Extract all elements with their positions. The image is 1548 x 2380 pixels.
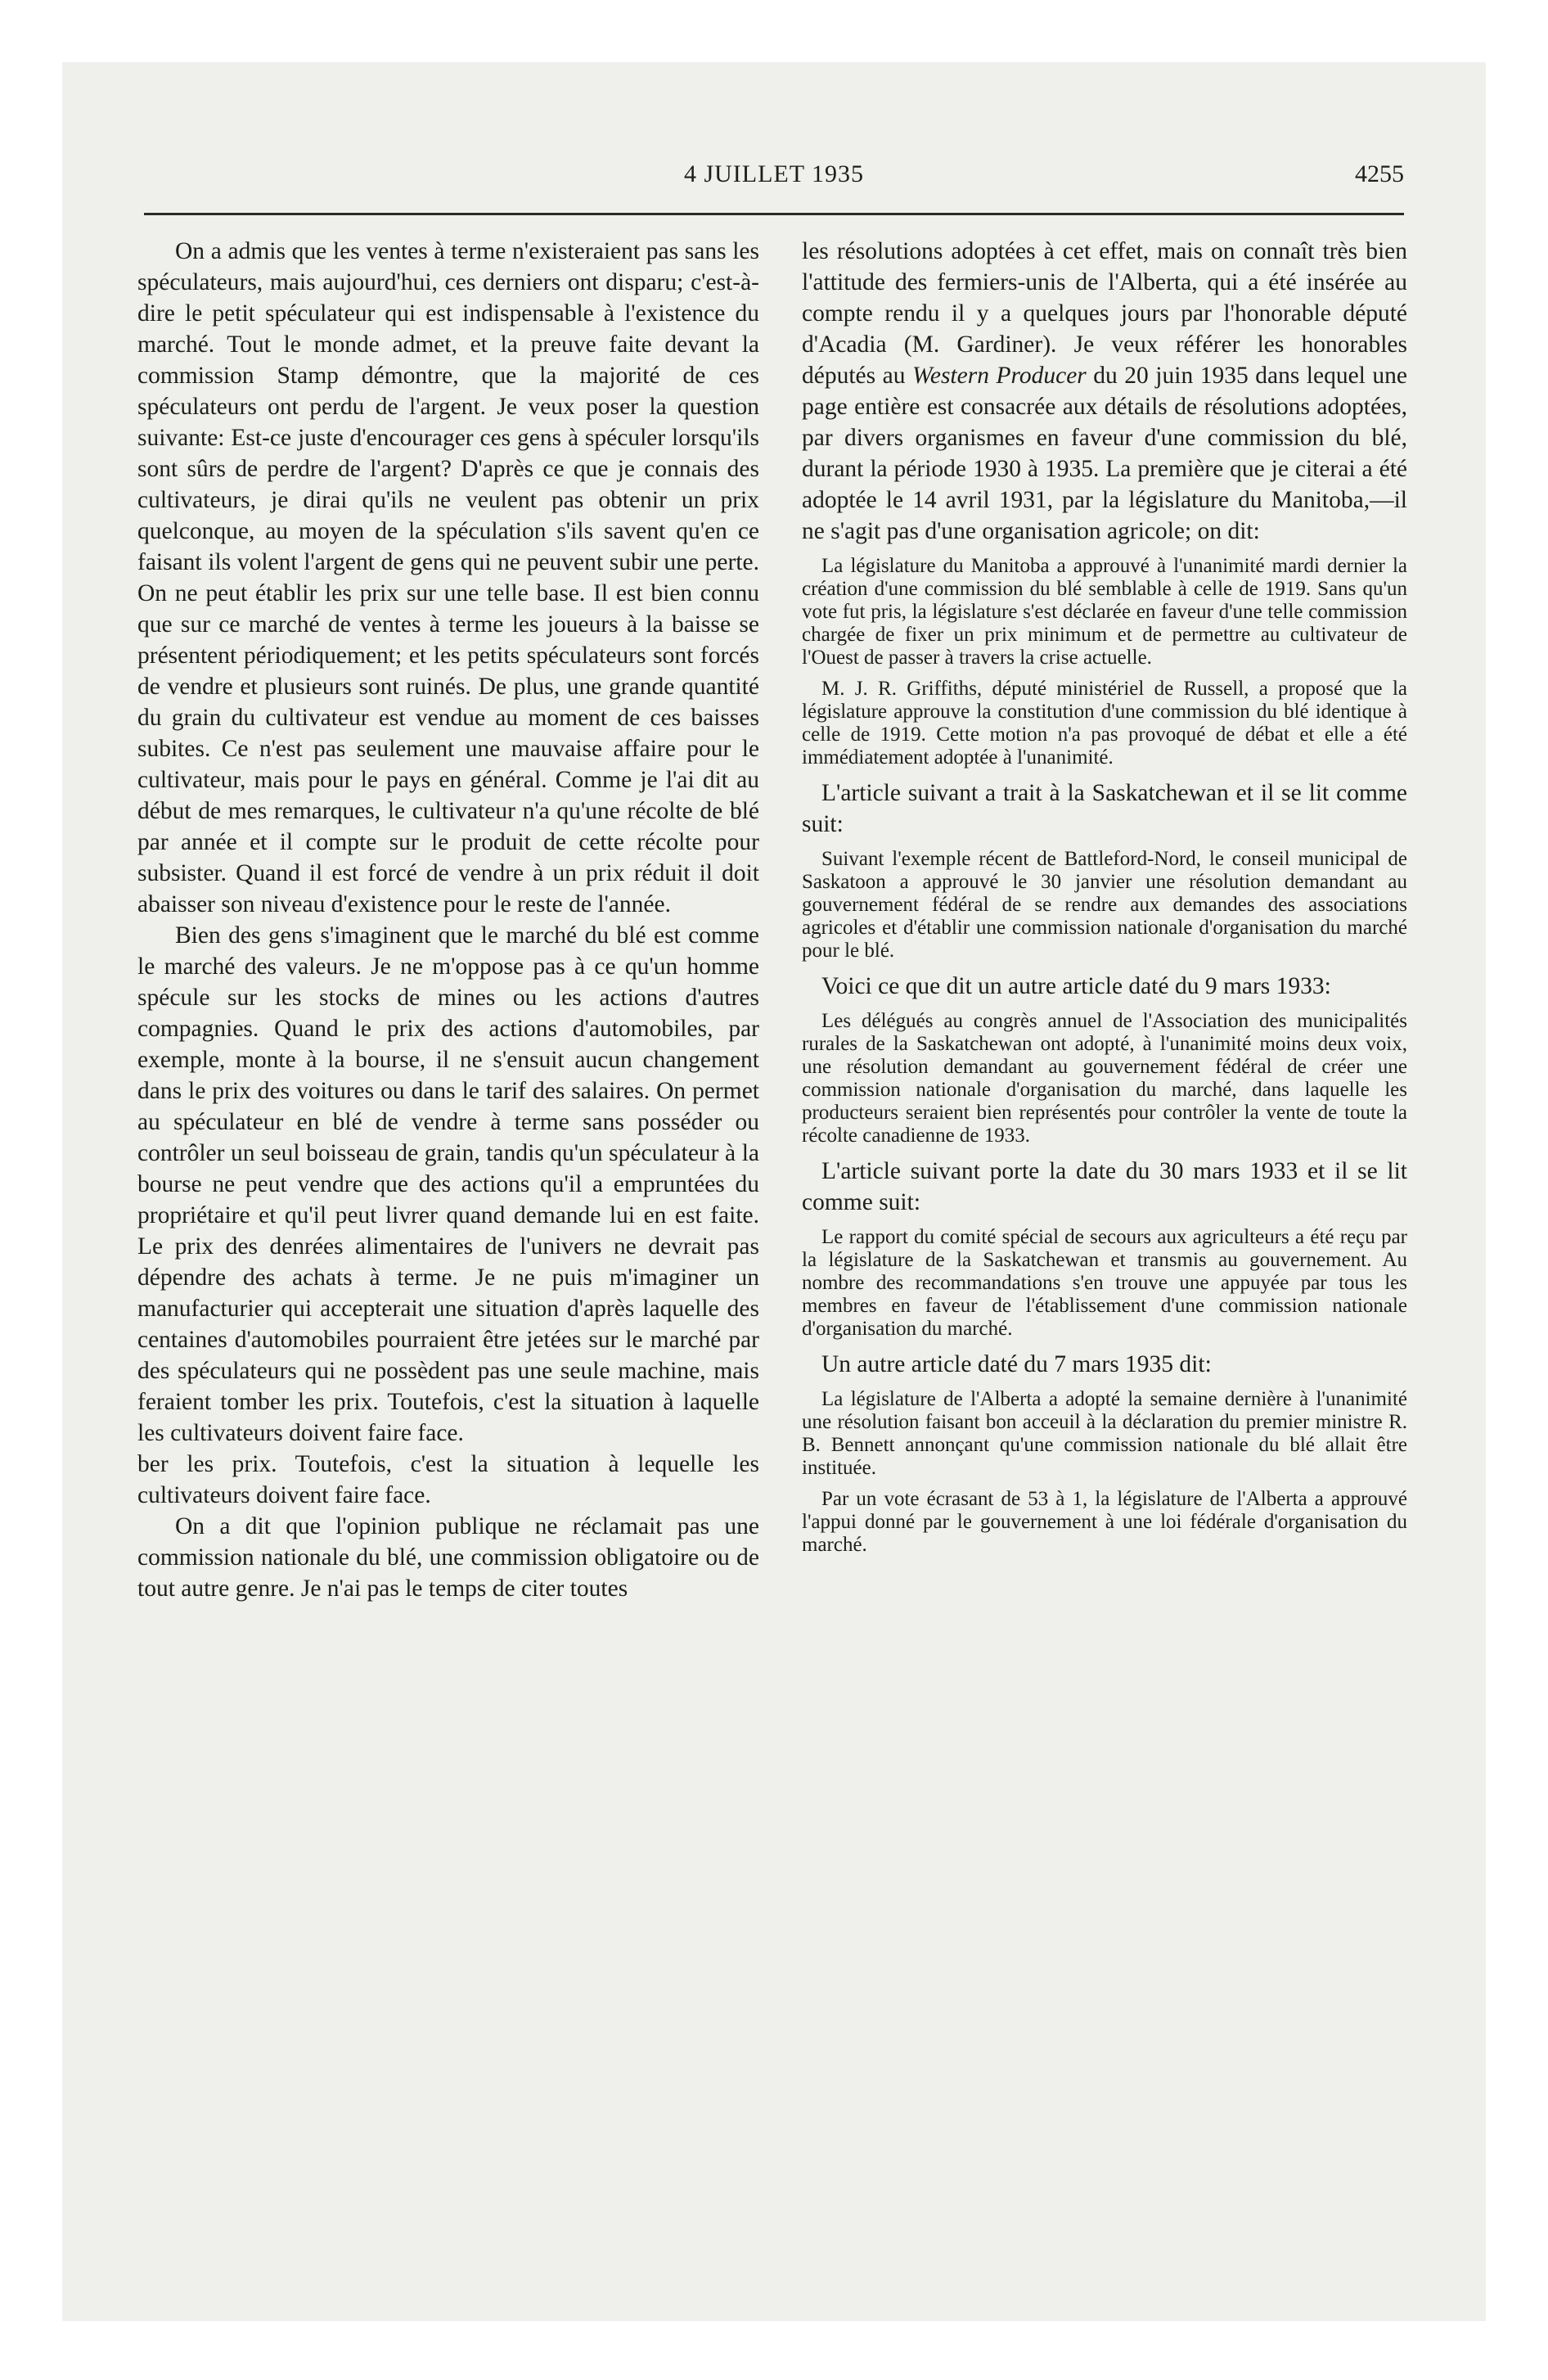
right-paragraph-1-end: du 20 juin 1935 dans lequel une page entière est consacrée aux détails de résolutions adoptées, par divers organismes en faveur d'une commission du blé, durant la période 1930 à 1935. La première que je citerai a été adoptée le 14 avril 1931, par la législature du Manitoba,—il ne s'agit pas d'une organisation agricole; on dit: (802, 363, 1407, 544)
header-page-number: 4255 (1355, 160, 1404, 187)
left-paragraph-2: Bien des gens s'imaginent que le marché du blé est comme le marché des valeurs. Je ne m'oppose pas à ce qu'un homme spécule sur les stocks de mines ou les actions d'autres compagnies. Quand le prix des actions d'automobiles, par exemple, monte à la bourse, il ne s'ensuit aucun changement dans le prix des voitures ou dans le tarif des salaires. On permet au spéculateur en blé de vendre à terme sans posséder ou contrôler un seul boisseau de grain, tandis qu'un spéculateur à la bourse ne peut vendre que des actions qu'il a empruntées du propriétaire et qu'il peut livrer quand demande lui en est faite. Le prix des denrées alimentaires de l'univers ne devrait pas dépendre des achats à terme. Je ne puis m'imaginer un manufacturier qui accepterait une situation d'après laquelle des centaines d'automobiles pourraient être jetées sur le marché par des spéculateurs qui ne possèdent pas une seule machine, mais feraient tomber les prix. Toutefois, c'est la situation à laquelle les cultivateurs doivent faire face. (137, 922, 759, 1446)
intro-7-mars-1935: Un autre article daté du 7 mars 1935 dit: (821, 1351, 1212, 1377)
scanned-page (62, 62, 1486, 2321)
quote-municipalites: Les délégués au congrès annuel de l'Association des municipalités rurales de la Saskatchewan ont adopté, à l'unanimité moins deux voix, une résolution demandant au gouvernement fédéral de créer une commission nationale d'organisation du marché, dans laquelle les producteurs seraient bien représentés pour contrôler la vente de toute la récolte canadienne de 1933. (802, 1010, 1407, 1147)
header-rule (144, 213, 1404, 215)
intro-9-mars-1933: Voici ce que dit un autre article daté du 9 mars 1933: (821, 973, 1331, 999)
left-paragraph-1: On a admis que les ventes à terme n'existeraient pas sans les spéculateurs, mais aujourd'hui, ces derniers ont disparu; c'est-à-dire le petit spéculateur qui est indispensable à l'existence du marché. Tout le monde admet, et la preuve faite devant la commission Stamp démontre, que la majorité de ces spéculateurs ont perdu de l'argent. Je veux poser la question suivante: Est-ce juste d'encourager ces gens à spéculer lorsqu'ils sont sûrs de perdre de l'argent? D'après ce que je connais des cultivateurs, je dirai qu'ils ne veulent pas obtenir un prix quelconque, au moyen de la spéculation s'ils savent qu'en ce faisant ils volent l'argent de gens qui ne peuvent subir une perte. On ne peut établir les prix sur une telle base. Il est bien connu que sur ce marché de ventes à terme les joueurs à la baisse se présentent périodiquement; et les petits spéculateurs sont forcés de vendre et plusieurs sont ruinés. De plus, une grande quantité du grain du cultivateur est vendue au moment de ces baisses subites. Ce n'est pas seulement une mauvaise affaire pour le cultivateur, mais pour le pays en général. Comme je l'ai dit au début de mes remarques, le cultivateur n'a qu'une récolte de blé par année et il compte sur le produit de cette récolte pour subsister. Quand il est forcé de vendre à un prix réduit il doit abaisser son niveau d'existence pour le reste de l'année. (137, 238, 759, 917)
quote-saskatoon: Suivant l'exemple récent de Battleford-Nord, le conseil municipal de Saskatoon a approuvé le 30 janvier une résolution demandant au gouvernement fédéral de se rendre aux demandes des associations agricoles et d'établir une commission nationale d'organisation du marché pour le blé. (802, 848, 1407, 962)
newspaper-title: Western Producer (911, 363, 1087, 389)
quote-alberta-1: La législature de l'Alberta a adopté la semaine dernière à l'unanimité une résolution faisant bon acceuil à la déclaration du premier ministre R. B. Bennett annonçant qu'une commission nationale du blé allait être instituée. (802, 1388, 1407, 1479)
right-paragraph-1 (802, 236, 1407, 547)
right-column (802, 236, 1407, 1565)
left-paragraph-3: ber les prix. Toutefois, c'est la situation à lequelle les cultivateurs doivent faire face. (137, 1451, 759, 1508)
quote-manitoba-2: M. J. R. Griffiths, député ministériel de Russell, a proposé que la législature approuve la constitution d'une commission du blé identique à celle de 1919. Cette motion n'a pas provoqué de débat et elle a été immédiatement adoptée à l'unanimité. (802, 678, 1407, 769)
quote-manitoba-1: La législature du Manitoba a approuvé à l'unanimité mardi dernier la création d'une commission du blé semblable à celle de 1919. Sans qu'un vote fut pris, la législature s'est déclarée en faveur d'une telle commission chargée de fixer un prix minimum et de permettre au cultivateur de l'Ouest de passer à travers la crise actuelle. (802, 555, 1407, 669)
right-paragraph-1-start: les résolutions adoptées à cet effet, mais on connaît très bien l'attitude des fermiers-unis de l'Alberta, qui a été insérée au compte rendu il y a quelques jours par l'honorable député d'Acadia (M. Gardiner). Je veux référer les honorables députés au (802, 238, 1407, 389)
left-paragraph-4: On a dit que l'opinion publique ne réclamait pas une commission nationale du blé, une commission obligatoire ou de tout autre genre. Je n'ai pas le temps de citer toutes (137, 1513, 759, 1602)
quote-alberta-2: Par un vote écrasant de 53 à 1, la législature de l'Alberta a approuvé l'appui donné par le gouvernement à une loi fédérale d'organisation du marché. (802, 1488, 1407, 1556)
quote-comite-special: Le rapport du comité spécial de secours aux agriculteurs a été reçu par la législature de la Saskatchewan et transmis au gouvernement. Au nombre des recommandations s'en trouve une appuyée par tous les membres en faveur de l'établissement d'une commission nationale d'organisation du marché. (802, 1226, 1407, 1340)
intro-saskatchewan: L'article suivant a trait à la Saskatchewan et il se lit comme suit: (802, 780, 1407, 837)
left-column (137, 236, 759, 1604)
intro-30-mars-1933: L'article suivant porte la date du 30 mars 1933 et il se lit comme suit: (802, 1158, 1407, 1215)
page-header (144, 160, 1404, 210)
header-date: 4 JUILLET 1935 (683, 160, 865, 187)
